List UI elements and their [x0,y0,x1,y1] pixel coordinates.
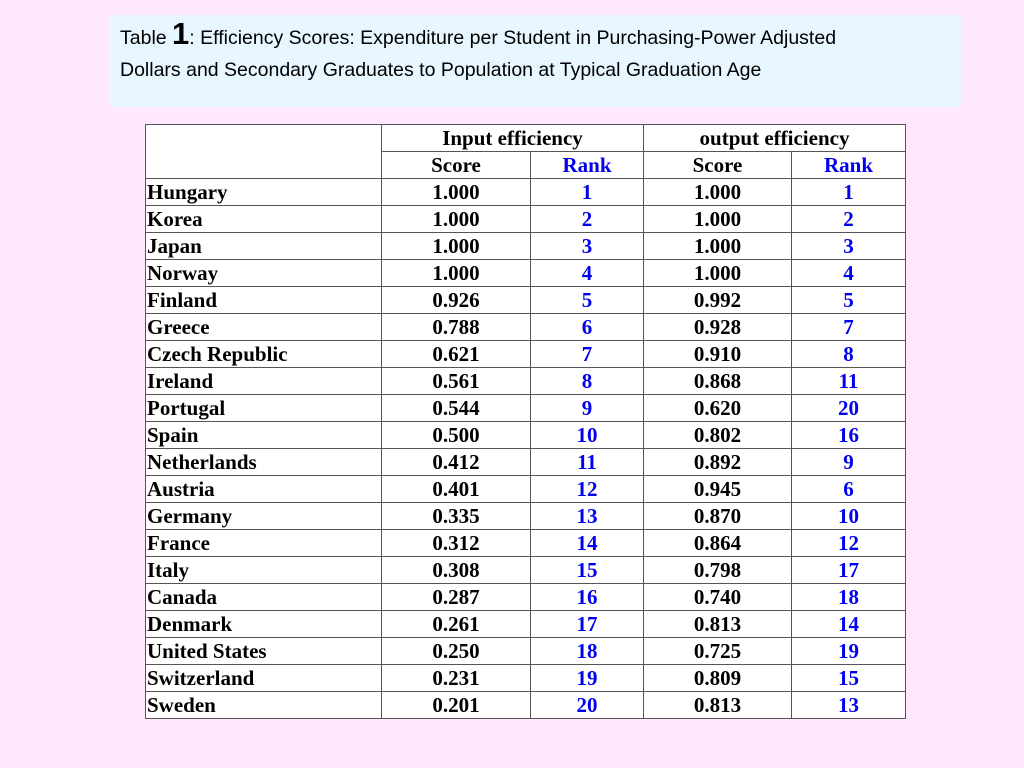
input-rank-cell: 12 [531,476,644,503]
output-score-cell: 0.809 [644,665,792,692]
table-row [146,368,906,395]
country-cell: Korea [146,206,382,233]
output-rank-cell: 7 [792,314,906,341]
input-rank-cell: 1 [531,179,644,206]
efficiency-table [145,124,906,719]
output-rank-cell: 9 [792,449,906,476]
output-rank-cell: 20 [792,395,906,422]
output-score-cell: 0.868 [644,368,792,395]
output-rank-cell: 18 [792,584,906,611]
country-cell: Portugal [146,395,382,422]
output-score-cell: 0.992 [644,287,792,314]
input-score-cell: 0.261 [382,611,531,638]
table-row [146,314,906,341]
table-row [146,260,906,287]
input-rank-cell: 14 [531,530,644,557]
input-rank-cell: 20 [531,692,644,719]
table-row [146,287,906,314]
output-score-cell: 0.945 [644,476,792,503]
input-score-cell: 0.500 [382,422,531,449]
output-score-cell: 1.000 [644,206,792,233]
output-rank-cell: 1 [792,179,906,206]
input-score-cell: 0.561 [382,368,531,395]
table-header [146,125,906,179]
output-efficiency-header: output efficiency [644,125,906,152]
table-row [146,611,906,638]
output-score-cell: 0.798 [644,557,792,584]
input-rank-cell: 13 [531,503,644,530]
input-score-cell: 0.788 [382,314,531,341]
country-cell: United States [146,638,382,665]
output-score-cell: 0.870 [644,503,792,530]
output-score-cell: 0.740 [644,584,792,611]
input-rank-cell: 19 [531,665,644,692]
output-score-cell: 1.000 [644,179,792,206]
input-rank-cell: 11 [531,449,644,476]
country-cell: Norway [146,260,382,287]
country-cell: Germany [146,503,382,530]
input-score-cell: 0.621 [382,341,531,368]
output-rank-cell: 10 [792,503,906,530]
output-rank-header: Rank [792,152,906,179]
table-row [146,341,906,368]
country-cell: Italy [146,557,382,584]
output-rank-cell: 13 [792,692,906,719]
country-cell: Spain [146,422,382,449]
country-cell: Canada [146,584,382,611]
table-row [146,206,906,233]
output-rank-cell: 2 [792,206,906,233]
output-rank-cell: 11 [792,368,906,395]
table-row [146,449,906,476]
country-cell: Finland [146,287,382,314]
input-score-cell: 0.412 [382,449,531,476]
input-rank-cell: 16 [531,584,644,611]
table-row [146,503,906,530]
input-score-cell: 0.308 [382,557,531,584]
output-rank-cell: 6 [792,476,906,503]
table-row [146,584,906,611]
output-rank-cell: 8 [792,341,906,368]
table-row [146,692,906,719]
table-row [146,557,906,584]
country-cell: Austria [146,476,382,503]
country-cell: Ireland [146,368,382,395]
input-score-cell: 1.000 [382,260,531,287]
country-cell: Netherlands [146,449,382,476]
input-rank-cell: 4 [531,260,644,287]
output-score-cell: 0.813 [644,692,792,719]
output-score-cell: 1.000 [644,260,792,287]
caption-line-2: Dollars and Secondary Graduates to Population at Typical Graduation Age [120,59,762,81]
output-rank-cell: 19 [792,638,906,665]
output-rank-cell: 5 [792,287,906,314]
country-cell: Sweden [146,692,382,719]
country-cell: Hungary [146,179,382,206]
input-score-cell: 1.000 [382,233,531,260]
output-score-cell: 0.620 [644,395,792,422]
country-header-cell [146,125,382,179]
table-row [146,665,906,692]
output-score-cell: 0.802 [644,422,792,449]
input-score-cell: 0.250 [382,638,531,665]
input-efficiency-header: Input efficiency [382,125,644,152]
table-row [146,395,906,422]
table-row [146,179,906,206]
input-score-cell: 0.544 [382,395,531,422]
input-score-cell: 0.312 [382,530,531,557]
input-score-cell: 0.287 [382,584,531,611]
input-score-cell: 0.231 [382,665,531,692]
country-cell: Greece [146,314,382,341]
input-score-cell: 0.401 [382,476,531,503]
input-rank-cell: 2 [531,206,644,233]
country-cell: France [146,530,382,557]
table-row [146,638,906,665]
output-rank-cell: 14 [792,611,906,638]
caption-line-1: : Efficiency Scores: Expenditure per Student in Purchasing-Power Adjusted [189,27,837,49]
country-cell: Japan [146,233,382,260]
output-rank-cell: 16 [792,422,906,449]
input-rank-header: Rank [531,152,644,179]
input-score-header: Score [382,152,531,179]
table-row [146,530,906,557]
output-score-header: Score [644,152,792,179]
input-score-cell: 1.000 [382,179,531,206]
output-score-cell: 0.910 [644,341,792,368]
input-rank-cell: 9 [531,395,644,422]
output-rank-cell: 4 [792,260,906,287]
input-rank-cell: 18 [531,638,644,665]
input-score-cell: 0.926 [382,287,531,314]
table-body [146,179,906,719]
country-cell: Switzerland [146,665,382,692]
table-row [146,476,906,503]
output-rank-cell: 12 [792,530,906,557]
input-rank-cell: 10 [531,422,644,449]
input-rank-cell: 15 [531,557,644,584]
input-score-cell: 0.335 [382,503,531,530]
country-cell: Denmark [146,611,382,638]
caption-table-number: 1 [172,16,190,51]
output-rank-cell: 3 [792,233,906,260]
input-rank-cell: 17 [531,611,644,638]
output-score-cell: 0.864 [644,530,792,557]
output-score-cell: 1.000 [644,233,792,260]
input-rank-cell: 7 [531,341,644,368]
caption-prefix: Table [120,27,173,49]
table-caption [109,15,961,107]
output-score-cell: 0.928 [644,314,792,341]
input-rank-cell: 8 [531,368,644,395]
output-rank-cell: 17 [792,557,906,584]
output-score-cell: 0.725 [644,638,792,665]
group-header-row [146,125,906,152]
input-score-cell: 1.000 [382,206,531,233]
table-row [146,233,906,260]
output-score-cell: 0.813 [644,611,792,638]
table-row [146,422,906,449]
country-cell: Czech Republic [146,341,382,368]
output-rank-cell: 15 [792,665,906,692]
output-score-cell: 0.892 [644,449,792,476]
input-rank-cell: 6 [531,314,644,341]
input-rank-cell: 3 [531,233,644,260]
input-rank-cell: 5 [531,287,644,314]
input-score-cell: 0.201 [382,692,531,719]
